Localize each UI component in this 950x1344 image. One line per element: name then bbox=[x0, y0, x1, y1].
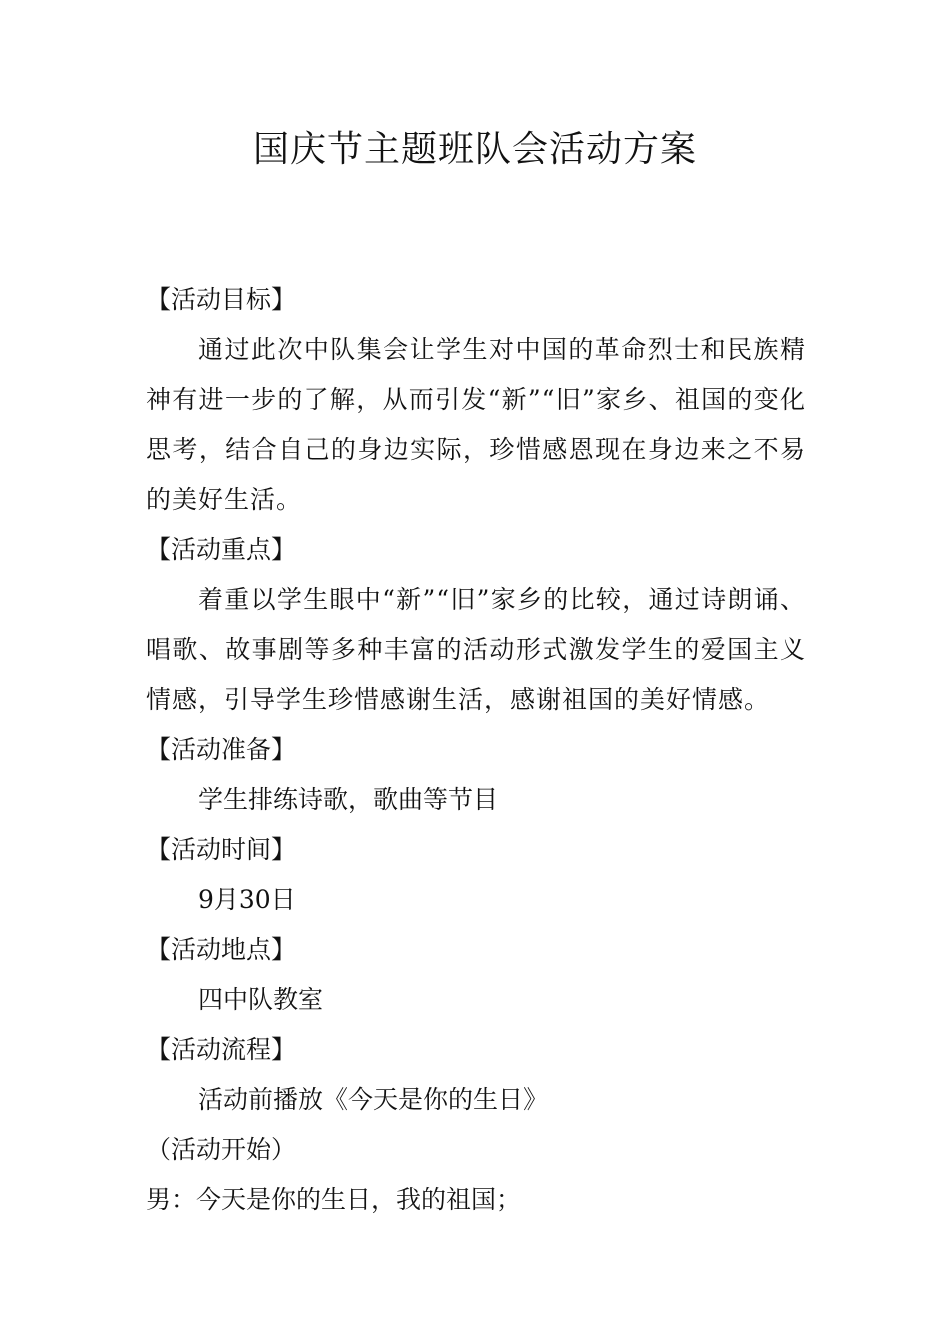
section-text-time: 9月30日 bbox=[198, 885, 296, 914]
section-heading-focus: 【活动重点】 bbox=[146, 535, 297, 564]
document-title: 国庆节主题班队会活动方案 bbox=[252, 129, 697, 170]
section-text-place: 四中队教室 bbox=[198, 985, 324, 1014]
section-text-goal: 通过此次中队集会让学生对中国的革命烈士和民族精神有进一步的了解，从而引发“新”“旧”家乡、祖国的变化思考，结合自己的身边实际，珍惜感恩现在身边来之不易的美好生活。 bbox=[146, 335, 806, 514]
section-heading-preparation: 【活动准备】 bbox=[146, 735, 297, 764]
section-text-focus: 着重以学生眼中“新”“旧”家乡的比较，通过诗朗诵、唱歌、故事剧等多种丰富的活动形式激发学生的爱国主义情感，引导学生珍惜感谢生活，感谢祖国的美好情感。 bbox=[146, 585, 806, 714]
section-heading-goal: 【活动目标】 bbox=[146, 285, 297, 314]
section-heading-place: 【活动地点】 bbox=[146, 935, 297, 964]
section-heading-process: 【活动流程】 bbox=[146, 1035, 297, 1064]
section-text-preparation: 学生排练诗歌，歌曲等节目 bbox=[198, 785, 499, 814]
process-line-1: 男：今天是你的生日，我的祖国； bbox=[146, 1185, 522, 1214]
process-start: （活动开始） bbox=[146, 1135, 297, 1164]
section-heading-time: 【活动时间】 bbox=[146, 835, 297, 864]
document-body bbox=[146, 275, 806, 1225]
process-intro: 活动前播放《今天是你的生日》 bbox=[198, 1085, 549, 1114]
